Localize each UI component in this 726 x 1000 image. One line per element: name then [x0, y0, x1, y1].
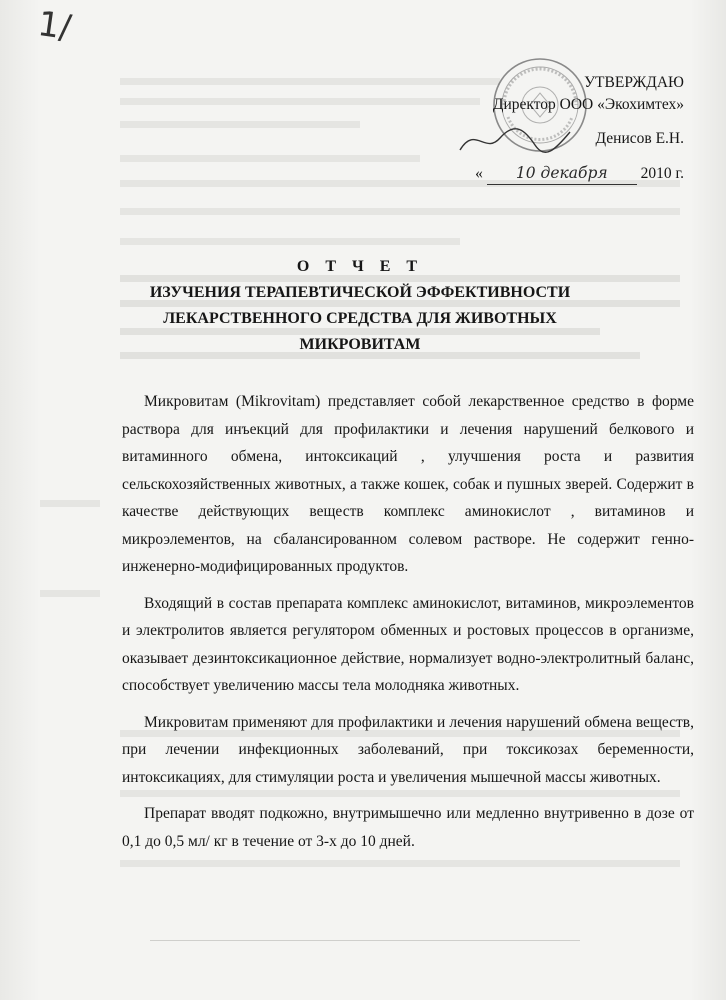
date-prefix: « — [475, 165, 483, 182]
bleed-through-line — [40, 500, 100, 507]
bleed-through-line — [120, 208, 680, 215]
report-title — [120, 254, 600, 358]
report-title-line-2: ИЗУЧЕНИЯ ТЕРАПЕВТИЧЕСКОЙ ЭФФЕКТИВНОСТИ — [149, 284, 571, 301]
report-title-line-4: МИКРОВИТАМ — [299, 336, 421, 353]
date-suffix: 2010 г. — [640, 165, 684, 182]
bleed-through-line — [120, 155, 420, 162]
approval-signatory: Денисов Е.Н. — [595, 130, 684, 147]
paragraph-dosage: Препарат вводят подкожно, внутримышечно или медленно внутривенно в дозе от 0,1 до 0,5 мл/ кг в течение от 3-х до 10 дней. — [122, 805, 694, 850]
report-body — [122, 388, 694, 864]
bleed-through-line — [40, 590, 100, 597]
paragraph-composition: Входящий в состав препарата комплекс аминокислот, витаминов, микроэлементов и электролитов является регулятором обменных и ростовых процессов в организме, оказывает дезинтоксикационное действие, нормализует водно-электролитный баланс, способствует увеличению массы тела молодняка животных. — [122, 594, 694, 694]
approval-block — [424, 72, 684, 185]
bleed-through-line — [120, 238, 460, 245]
bleed-through-line — [120, 121, 360, 128]
paragraph-description: Микровитам (Mikrovitam) представляет собой лекарственное средство в форме раствора для инъекций для профилактики и лечения нарушений белкового и витаминного обмена, интоксикаций , улучшения роста и развития сельскохозяйственных животных, а также кошек, собак и пушных зверей. Содержит в качестве действующих веществ комплекс аминокислот , витаминов и микроэлементов, на сбалансированном солевом растворе. Не содержит генно-инженерно-модифицированных продуктов. — [122, 393, 694, 575]
report-title-line-3: ЛЕКАРСТВЕННОГО СРЕДСТВА ДЛЯ ЖИВОТНЫХ — [163, 310, 557, 327]
approval-heading: УТВЕРЖДАЮ — [584, 74, 684, 91]
approval-position: Директор ООО «Экохимтех» — [492, 96, 684, 113]
footer-rule — [150, 940, 580, 941]
approval-date — [424, 162, 684, 185]
paragraph-indications: Микровитам применяют для профилактики и лечения нарушений обмена веществ, при лечении инфекционных заболеваний, при токсикозах беременности, интоксикациях, для стимуляции роста и увеличения мышечной массы животных. — [122, 713, 694, 786]
report-title-line-1: О Т Ч Е Т — [296, 258, 424, 275]
date-handwritten: 10 декабря — [487, 162, 637, 185]
margin-handwritten-mark: 1/ — [35, 3, 74, 49]
